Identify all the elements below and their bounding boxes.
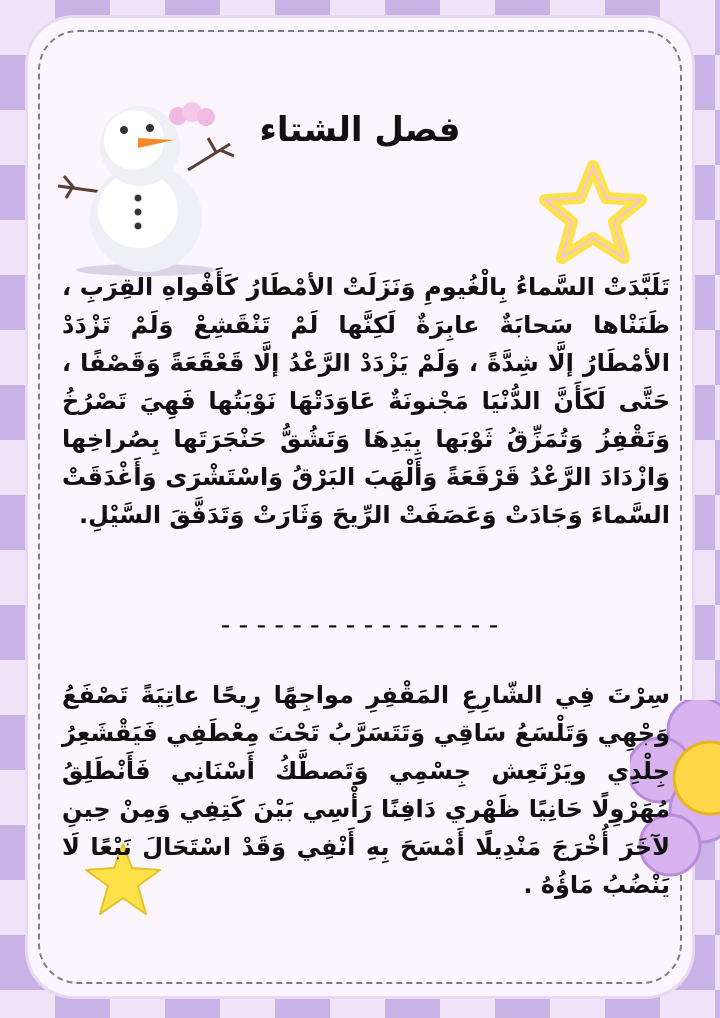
paragraph-1: تَلَبَّدَتْ السَّماءُ بِالْغُيومِ وَنَزَلَتْ الأمْطَارُ كَأَفْواهِ القِرَبِ ، ظَنَنْاها سَحابَةٌ عابِرَةٌ لَكِنَّها لَمْ تَنْقَشِعْ وَلَمْ تَزْدَدْ الأمْطَارُ إلَّا شِدَّةً ، وَلَمْ يَزْدَدْ الرَّعْدُ إلَّا قَعْقَعَةً وَقَصْفًا ، حَتَّى لَكَأَنَّ الدُّنْيَا مَجْنونَةٌ عَاوَدَتْهَا نَوْبَتُها فَهِيَ تَصْرُخُ وَتَقْفِزُ وَتُمَزِّقُ ثَوْبَها بِيَدِهَا وَتَشُقُّ حَنْجَرَتَها بِصُراخِها وَازْدَادَ الرَّعْدُ قَرْقَعَةً وَأَلْهَبَ البَرْقُ وَاسْتَشْرَى وَأَغْدَقَتْ السَّماءَ وَجَادَتْ وَعَصَفَتْ الرِّيحَ وَثَارَتْ وَتَدَفَّقَ السَّيْلِ. — [62, 273, 670, 529]
paragraph-2: سِرْتَ فِي الشّارِعِ المَقْفِرِ مواجِهًا رِيحًا عاتِيَةً تَصْفَعُ وَجْهِي وَتَلْسَعُ سَاقِي وَتَتَسَرَّبُ تَحْتَ مِعْطَفِي فَيَقْشَعِرُ جِلْدِي ويَرْتَعِش جِسْمِي وَتَصطَّكُ أَسْنَانِي فَأَنْطَلِقُ مُهَرْوِلًا حَانِيًا ظَهْري دَافِنًا رَأْسِي بَيْنَ كَتِفِي وَمِنْ حِينِ لآخَرَ أُخْرَجَ مَنْدِيلًا أَمْسَحَ بِهِ أَنْفِي وَقَدْ اسْتَحَالَ نَبْعًا لَا يَنْضُبُ مَاؤُهُ . — [62, 681, 670, 899]
star-icon — [538, 160, 648, 270]
divider: ---------------- — [217, 608, 503, 641]
page-title: فصل الشتاء — [259, 110, 461, 150]
